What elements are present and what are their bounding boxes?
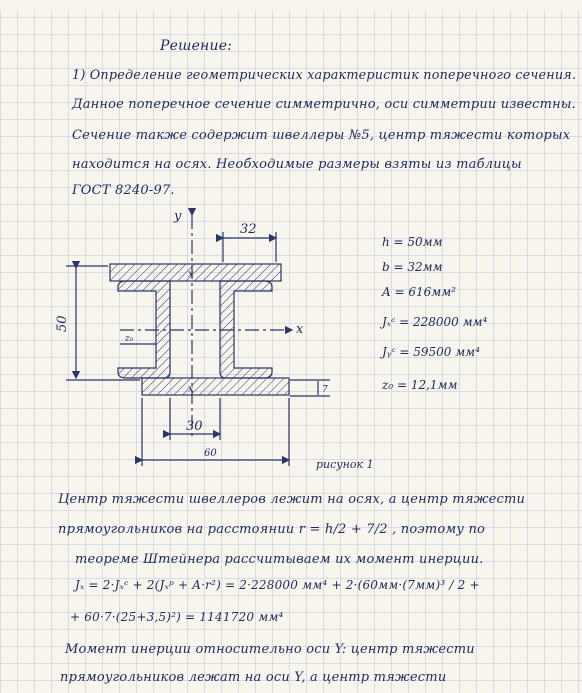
section2-line-3: теореме Штейнера рассчитываем их момент инерции. [75,552,484,567]
section1-line-5: ГОСТ 8240-97. [72,183,175,198]
section1-line-4: находится на осях. Необходимые размеры взяты из таблицы [72,157,522,172]
dim-z0-label: z₀ [125,334,134,344]
section2-line-2: прямоугольников на расстоянии r = h/2 + 7/2 , поэтому по [58,522,486,537]
section1-line-1: 1) Определение геометрических характеристик поперечного сечения. [72,68,577,83]
axis-y-label: y [174,209,182,224]
section3-line-1: Момент инерции относительно оси Y: центр тяжести [65,642,475,657]
bottom-plate [142,378,289,395]
param-jy: Jᵧᶜ = 59500 мм⁴ [382,345,480,359]
solution-heading: Решение: [160,38,233,54]
param-h: h = 50мм [382,235,443,249]
top-plate [110,264,281,281]
axis-x-label: x [296,322,304,337]
dim-32-label: 32 [240,222,257,237]
dim-50-label: 50 [55,315,70,332]
bottom-centroid-mark: x [188,384,194,395]
param-b: b = 32мм [382,260,443,274]
dim-60-label: 60 [204,448,217,459]
dim-7-label: 7 [322,385,328,395]
param-z0: z₀ = 12,1мм [382,378,458,392]
section1-line-3: Сечение также содержит швеллеры №5, центр тяжести которых [72,128,571,143]
formula-jx-line-1: Jₓ = 2·Jₓᶜ + 2(Jₓᵖ + A·r²) = 2·228000 мм⁴ + 2·(60мм·(7мм)³ / 2 + [75,578,480,592]
section1-line-2: Данное поперечное сечение симметрично, оси симметрии известны. [72,97,576,112]
section2-line-1: Центр тяжести швеллеров лежит на осях, а центр тяжести [58,492,526,507]
figure-caption: рисунок 1 [316,458,374,471]
section3-line-2: прямоугольников лежат на оси Y, а центр тяжести [60,670,447,685]
formula-jx-line-2: + 60·7·(25+3,5)²) = 1141720 мм⁴ [70,610,284,624]
top-centroid-mark: x [188,269,194,280]
param-area: A = 616мм² [382,285,456,299]
dim-30-label: 30 [186,419,203,434]
param-jx: Jₓᶜ = 228000 мм⁴ [382,315,488,329]
